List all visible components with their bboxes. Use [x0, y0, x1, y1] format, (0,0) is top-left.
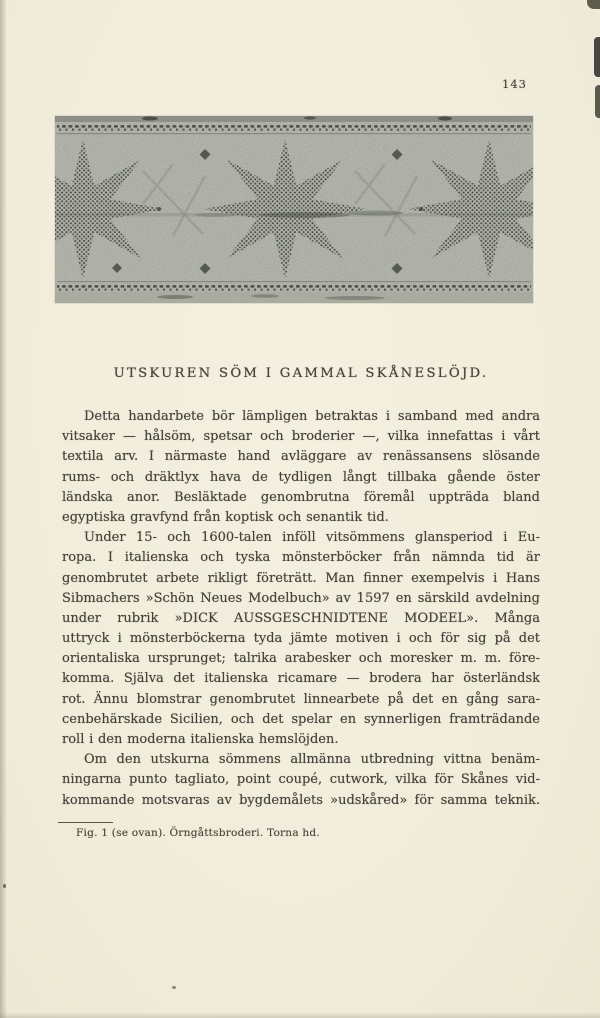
- figure-footnote: Fig. 1 (se ovan). Örngåttsbroderi. Torna hd.: [76, 827, 320, 839]
- body-line: textila arv. I närmaste hand avläggare av renässansens slösande: [62, 449, 540, 465]
- body-line: egyptiska gravfynd från koptisk och senantik tid.: [62, 509, 389, 525]
- body-line: ländska anor. Besläktade genombrutna föremål uppträda bland: [62, 489, 540, 505]
- scan-edge-artifact: [595, 85, 600, 118]
- body-line: roll i den moderna italienska hemslöjden.: [62, 732, 339, 747]
- body-line: vitsaker — hålsöm, spetsar och broderier —, vilka innefattas i vårt: [62, 429, 540, 445]
- scan-edge-artifact: [587, 0, 600, 9]
- paper-speck: [172, 986, 176, 989]
- body-line: cenbehärskade Sicilien, och det spelar en synnerligen framträdande: [62, 711, 540, 727]
- scan-edge-shadow: [0, 1012, 600, 1018]
- scan-edge-artifact: [594, 37, 600, 77]
- stitch-border-top: [57, 125, 531, 132]
- footnote-rule: [58, 822, 113, 823]
- embroidery-figure-svg: [55, 116, 533, 303]
- scan-gutter-shadow: [0, 0, 7, 1018]
- chapter-heading: UTSKUREN SÖM I GAMMAL SKÅNESLÖJD.: [113, 366, 489, 381]
- body-line: uttryck i mönsterböckerna tyda jämte motiven i och för sig på det: [62, 631, 540, 647]
- paper-speck: [3, 884, 6, 888]
- page-number: 143: [502, 77, 527, 91]
- body-line: Om den utskurna sömmens allmänna utbredning vittna benäm-: [84, 752, 540, 768]
- body-line: ropa. I italienska och tyska mönsterböcker från nämnda tid är: [62, 550, 540, 566]
- body-line: Detta handarbete bör lämpligen betraktas i samband med andra: [84, 409, 540, 424]
- body-line: genombrutet arbete rikligt företrätt. Man finner exempelvis i Hans: [62, 570, 540, 586]
- body-line: ningarna punto tagliato, point coupé, cutwork, vilka för Skånes vid-: [62, 772, 540, 788]
- body-line: Sibmachers »Schön Neues Modelbuch» av 1597 en särskild avdelning: [62, 590, 540, 606]
- stitch-border-bottom: [57, 283, 531, 291]
- body-line: kommande motsvaras av bygdemålets »udskåred» för samma teknik.: [62, 792, 540, 808]
- embroidery-band-figure: [55, 116, 533, 303]
- body-line: under rubrik »DICK AUSSGESCHNIDTENE MODEEL». Många: [62, 610, 540, 626]
- body-line: Under 15- och 1600-talen inföll vitsömmens glansperiod i Eu-: [84, 530, 540, 546]
- body-line: orientaliska ursprunget; talrika arabesker och moresker m. m. före-: [62, 651, 540, 667]
- body-line: komma. Själva det italienska ricamare — brodera har österländsk: [62, 671, 540, 687]
- photo-bottom-edge: [55, 292, 533, 303]
- body-line: rot. Ännu blomstrar genombrutet linnearbete på det en gång sara-: [62, 691, 540, 707]
- photo-top-edge: [55, 116, 533, 122]
- body-text: [62, 407, 540, 811]
- body-line: rums- och dräktlyx hava de tydligen långt tillbaka gående öster: [62, 469, 540, 485]
